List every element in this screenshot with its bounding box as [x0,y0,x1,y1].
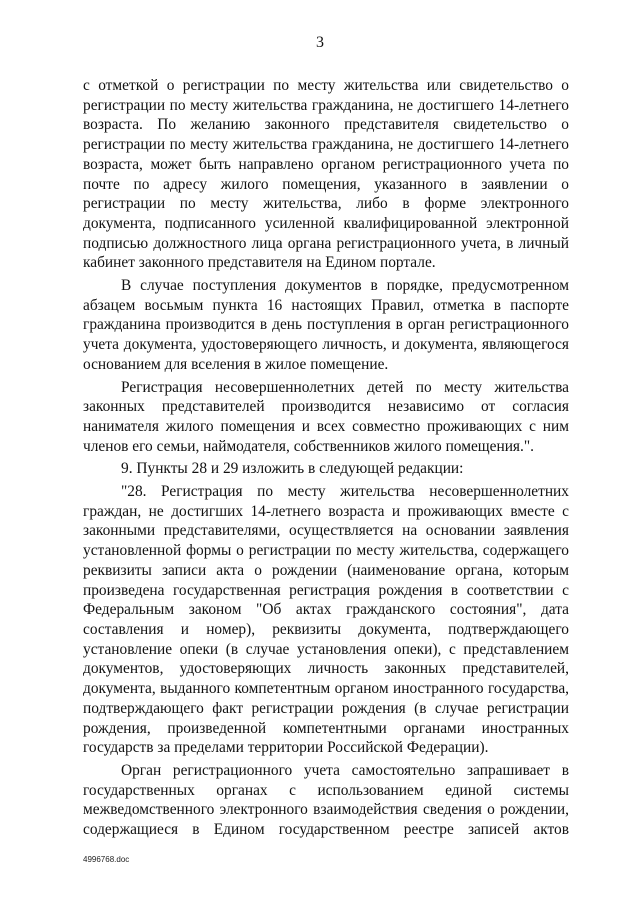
paragraph-documents-receipt: В случае поступления документов в порядке, предусмотренном абзацем восьмым пункта 16 настоящих Правил, отметка в паспорте гражданина производится в день поступления в орган регистрационного учета документа, удостоверяющего личность, и документа, являющегося основанием для вселения в жилое помещение. [83,277,569,373]
paragraph-registration-authority: Орган регистрационного учета самостоятельно запрашивает в государственных органах с использованием единой системы межведомственного электронного взаимодействия сведения о рождении, содержащиеся в Едином государственном реестре записей актов [83,761,569,839]
paragraph-item-28: "28. Регистрация по месту жительства несовершеннолетних граждан, не достигших 14-летнего возраста и проживающих вместе с законными представителями, осуществляется на основании заявления установленной формы о регистрации по месту жительства, содержащего реквизиты записи акта о рождении (наименование органа, которым произведена государственная регистрация рождения в соответствии с Федеральным законом "Об актах гражданского состояния", дата составления и номер), реквизиты документа, подтверждающего установление опеки (в случае установления опеки), с представлением документов, удостоверяющих личность законных представителей, документа, выданного компетентным органом иностранного государства, подтверждающего факт регистрации рождения (в случае регистрации рождения, произведенной компетентными органами иностранных государств за пределами территории Российской Федерации). [83,483,569,757]
document-body [83,76,569,843]
paragraph-item-9: 9. Пункты 28 и 29 изложить в следующей редакции: [121,460,464,478]
paragraph-continuation: с отметкой о регистрации по месту жительства или свидетельство о регистрации по месту жительства гражданина, не достигшего 14-летнего возраста. По желанию законного представителя свидетельство о регистрации по месту жительства гражданина, не достигшего 14-летнего возраста, может быть направлено органом регистрационного учета по почте по адресу жилого помещения, указанного в заявлении о регистрации по месту жительства, либо в форме электронного документа, подписанного усиленной квалифицированной электронной подписью должностного лица органа регистрационного учета, в личный кабинет законного представителя на Едином портале. [83,77,569,272]
paragraph-minors-registration: Регистрация несовершеннолетних детей по месту жительства законных представителей производится независимо от согласия нанимателя жилого помещения и всех совместно проживающих с ним членов его семьи, наймодателя, собственников жилого помещения.". [83,378,569,455]
file-name-footer: 4996768.doc [83,855,130,864]
page-number: 3 [316,34,324,51]
